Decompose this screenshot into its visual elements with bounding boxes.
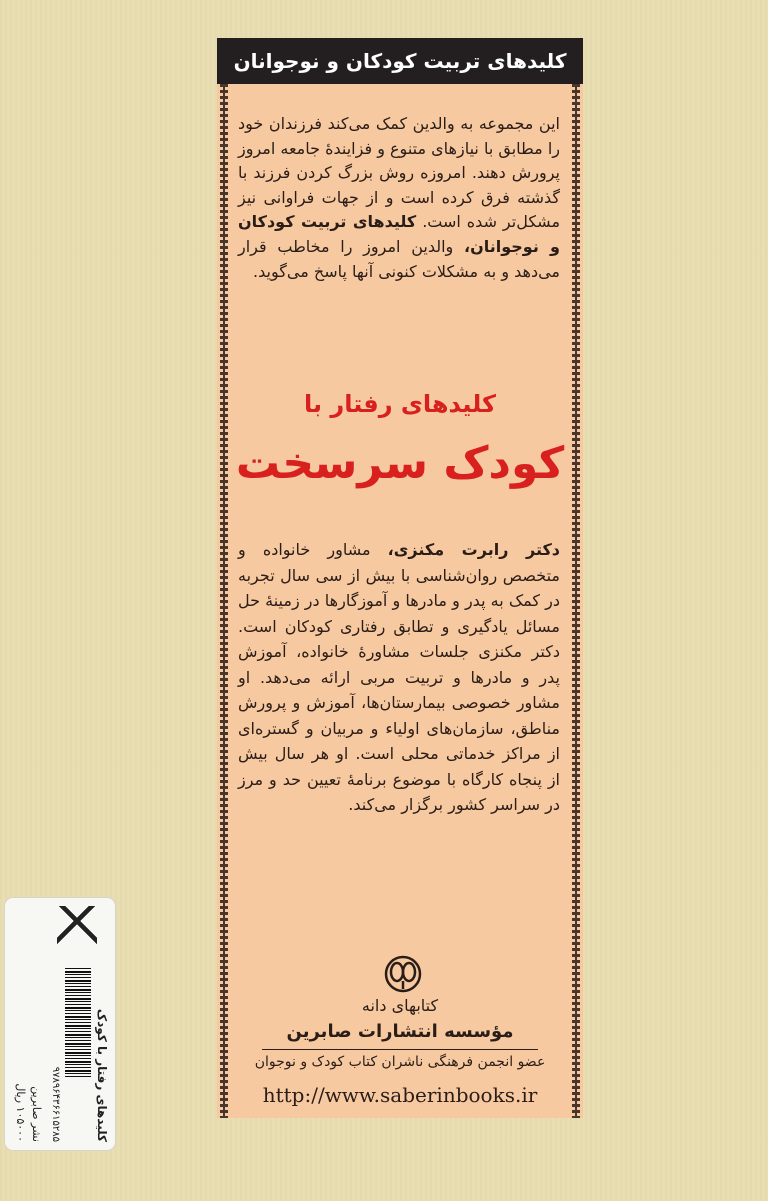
- barcode-icon: [65, 968, 91, 1078]
- book-title: کودک سرسخت: [235, 438, 565, 489]
- publisher-name: مؤسسه انتشارات صابرین: [286, 1021, 514, 1042]
- intro-text-after: والدین امروز را مخاطب قرار می‌دهد و به مشکلات کنونی آنها پاسخ می‌گوید.: [238, 236, 560, 281]
- right-decorative-border: [572, 84, 580, 1118]
- price-barcode-sticker: [5, 898, 115, 1150]
- membership-text: عضو انجمن فرهنگی ناشران کتاب کودک و نوجوان: [254, 1054, 546, 1070]
- author-name: دکتر رابرت مکنزی،: [387, 540, 560, 559]
- sticker-publisher: نشر صابرین: [30, 1086, 43, 1142]
- book-subtitle: کلیدهای رفتار با: [304, 390, 496, 418]
- imprint-name: کتابهای دانه: [361, 996, 439, 1015]
- sticker-isbn: ۹۷۸۹۶۴۳۶۶۱۵۲۸۵: [50, 1066, 61, 1142]
- series-title-bar: [217, 38, 583, 84]
- intro-bold-phrase: کلیدهای تربیت کودکان و نوجوانان،: [238, 212, 560, 256]
- series-title: کلیدهای تربیت کودکان و نوجوانان: [233, 49, 567, 73]
- sticker-price: ۱۰۵۰۰۰ ریال: [14, 1083, 27, 1142]
- publisher-logo-icon: [384, 955, 422, 993]
- author-paragraph: [238, 537, 560, 818]
- intro-text-before: این مجموعه به والدین کمک می‌کند فرزندان خود را مطابق با نیازهای متنوع و فزایندهٔ جامعه امروز پرورش دهند. امروزه روش بزرگ کردن فرزند با گذشته فرق کرده است و از جهات فراوانی نیز مشکل‌تر شده است.: [238, 114, 561, 232]
- sticker-logo-icon: [57, 906, 97, 946]
- sticker-title: کلیدهای رفتار با کودک: [95, 1008, 109, 1142]
- publisher-divider: [262, 1049, 538, 1050]
- left-decorative-border: [220, 84, 228, 1118]
- publisher-url: http://www.saberinbooks.ir: [262, 1083, 538, 1107]
- author-bio: مشاور خانواده و متخصص روان‌شناسی با بیش از سی سال تجربه در کمک به پدر و مادرها و آموزگارها در زمینهٔ حل مسائل یادگیری و تطابق رفتاری کودکان است. دکتر مکنزی جلسات مشاورهٔ خانواده، آموزش پدر و مادرها و تربیت مربی ارائه می‌دهد. او مشاور خصوصی بیمارستان‌ها، آموزش و پرورش مناطق، سازمان‌های اولیاء و مربیان و گستره‌ای از مراکز خدماتی محلی است. او هر سال بیش از پنجاه کارگاه با موضوع برنامهٔ تعیین حد و مرز در سراسر کشور برگزار می‌کند.: [238, 540, 560, 814]
- intro-paragraph: [238, 112, 560, 284]
- sticker-content: [5, 898, 115, 1150]
